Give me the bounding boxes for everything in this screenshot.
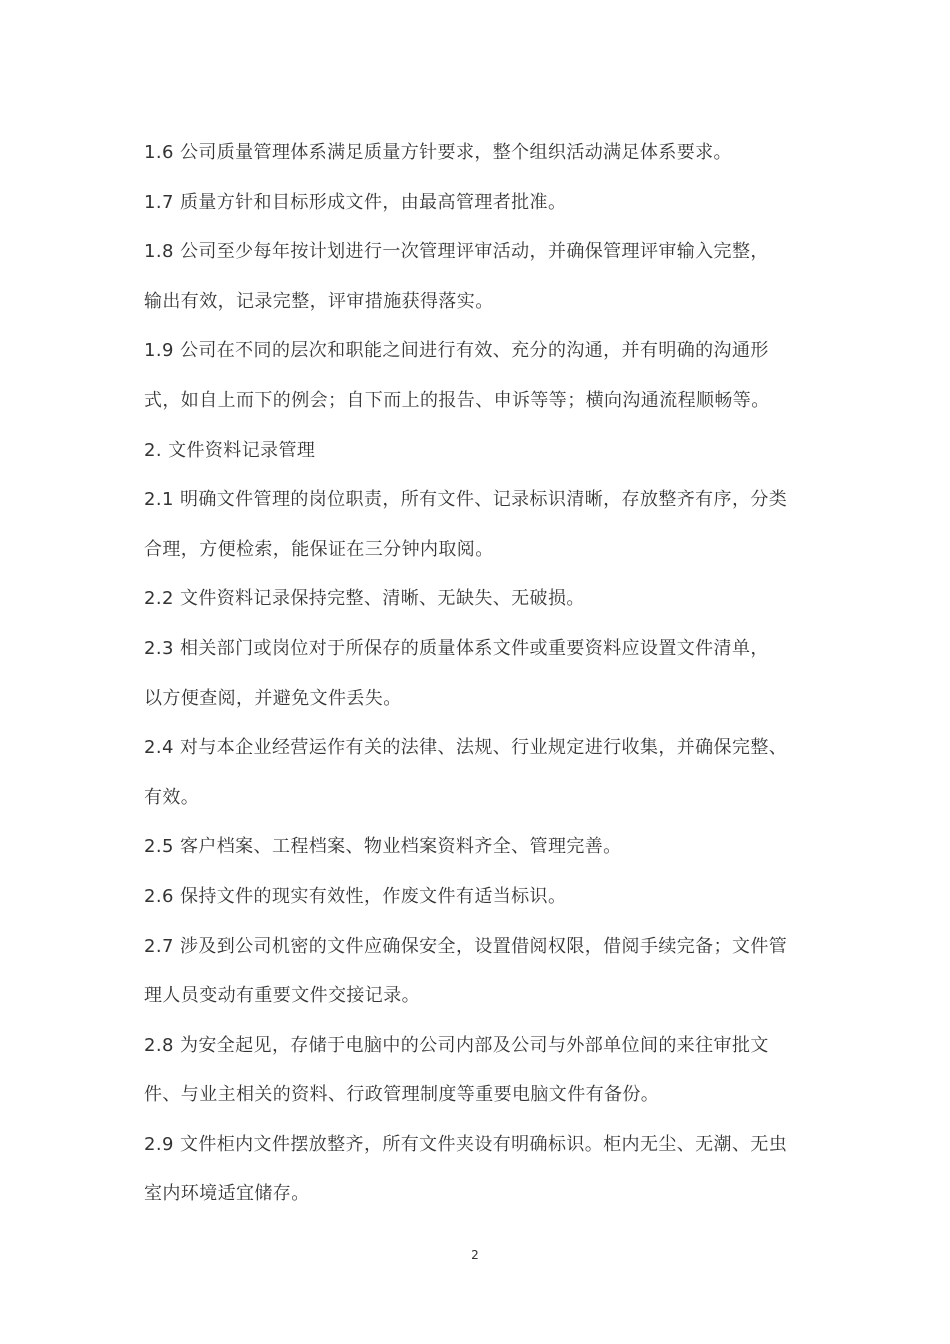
text-line: 理人员变动有重要文件交接记录。 <box>144 985 420 1007</box>
text-line: 室内环境适宜储存。 <box>144 1183 310 1205</box>
text-line: 2.8 为安全起见，存储于电脑中的公司内部及公司与外部单位间的来往审批文 <box>144 1034 769 1056</box>
text-line: 2.7 涉及到公司机密的文件应确保安全，设置借阅权限，借阅手续完备；文件管 <box>144 935 788 957</box>
text-line: 1.6 公司质量管理体系满足质量方针要求，整个组织活动满足体系要求。 <box>144 142 732 163</box>
text-line: 1.9 公司在不同的层次和职能之间进行有效、充分的沟通，并有明确的沟通形 <box>144 340 769 362</box>
text-line: 1.7 质量方针和目标形成文件，由最高管理者批准。 <box>144 191 567 213</box>
text-line: 以方便查阅，并避免文件丢失。 <box>144 687 402 709</box>
text-line: 输出有效，记录完整，评审措施获得落实。 <box>144 290 494 312</box>
text-line: 2.5 客户档案、工程档案、物业档案资料齐全、管理完善。 <box>144 836 622 858</box>
text-line: 件、与业主相关的资料、行政管理制度等重要电脑文件有备份。 <box>144 1084 660 1106</box>
text-line: 有效。 <box>144 786 200 808</box>
text-line: 式，如自上而下的例会；自下而上的报告、申诉等等；横向沟通流程顺畅等。 <box>144 389 770 411</box>
section-heading: 2. 文件资料记录管理 <box>144 439 316 461</box>
page-number: 2 <box>471 1248 479 1262</box>
text-line: 2.4 对与本企业经营运作有关的法律、法规、行业规定进行收集，并确保完整、 <box>144 737 788 759</box>
document-body <box>144 128 812 1219</box>
text-line: 2.6 保持文件的现实有效性，作废文件有适当标识。 <box>144 885 567 907</box>
text-line: 2.9 文件柜内文件摆放整齐，所有文件夹设有明确标识。柜内无尘、无潮、无虫 <box>144 1133 788 1155</box>
text-line: 2.3 相关部门或岗位对于所保存的质量体系文件或重要资料应设置文件清单， <box>144 637 769 659</box>
text-line: 2.2 文件资料记录保持完整、清晰、无缺失、无破损。 <box>144 588 585 610</box>
text-line: 合理，方便检索，能保证在三分钟内取阅。 <box>144 538 494 560</box>
text-line: 1.8 公司至少每年按计划进行一次管理评审活动，并确保管理评审输入完整， <box>144 241 769 263</box>
text-line: 2.1 明确文件管理的岗位职责，所有文件、记录标识清晰，存放整齐有序，分类 <box>144 489 788 511</box>
